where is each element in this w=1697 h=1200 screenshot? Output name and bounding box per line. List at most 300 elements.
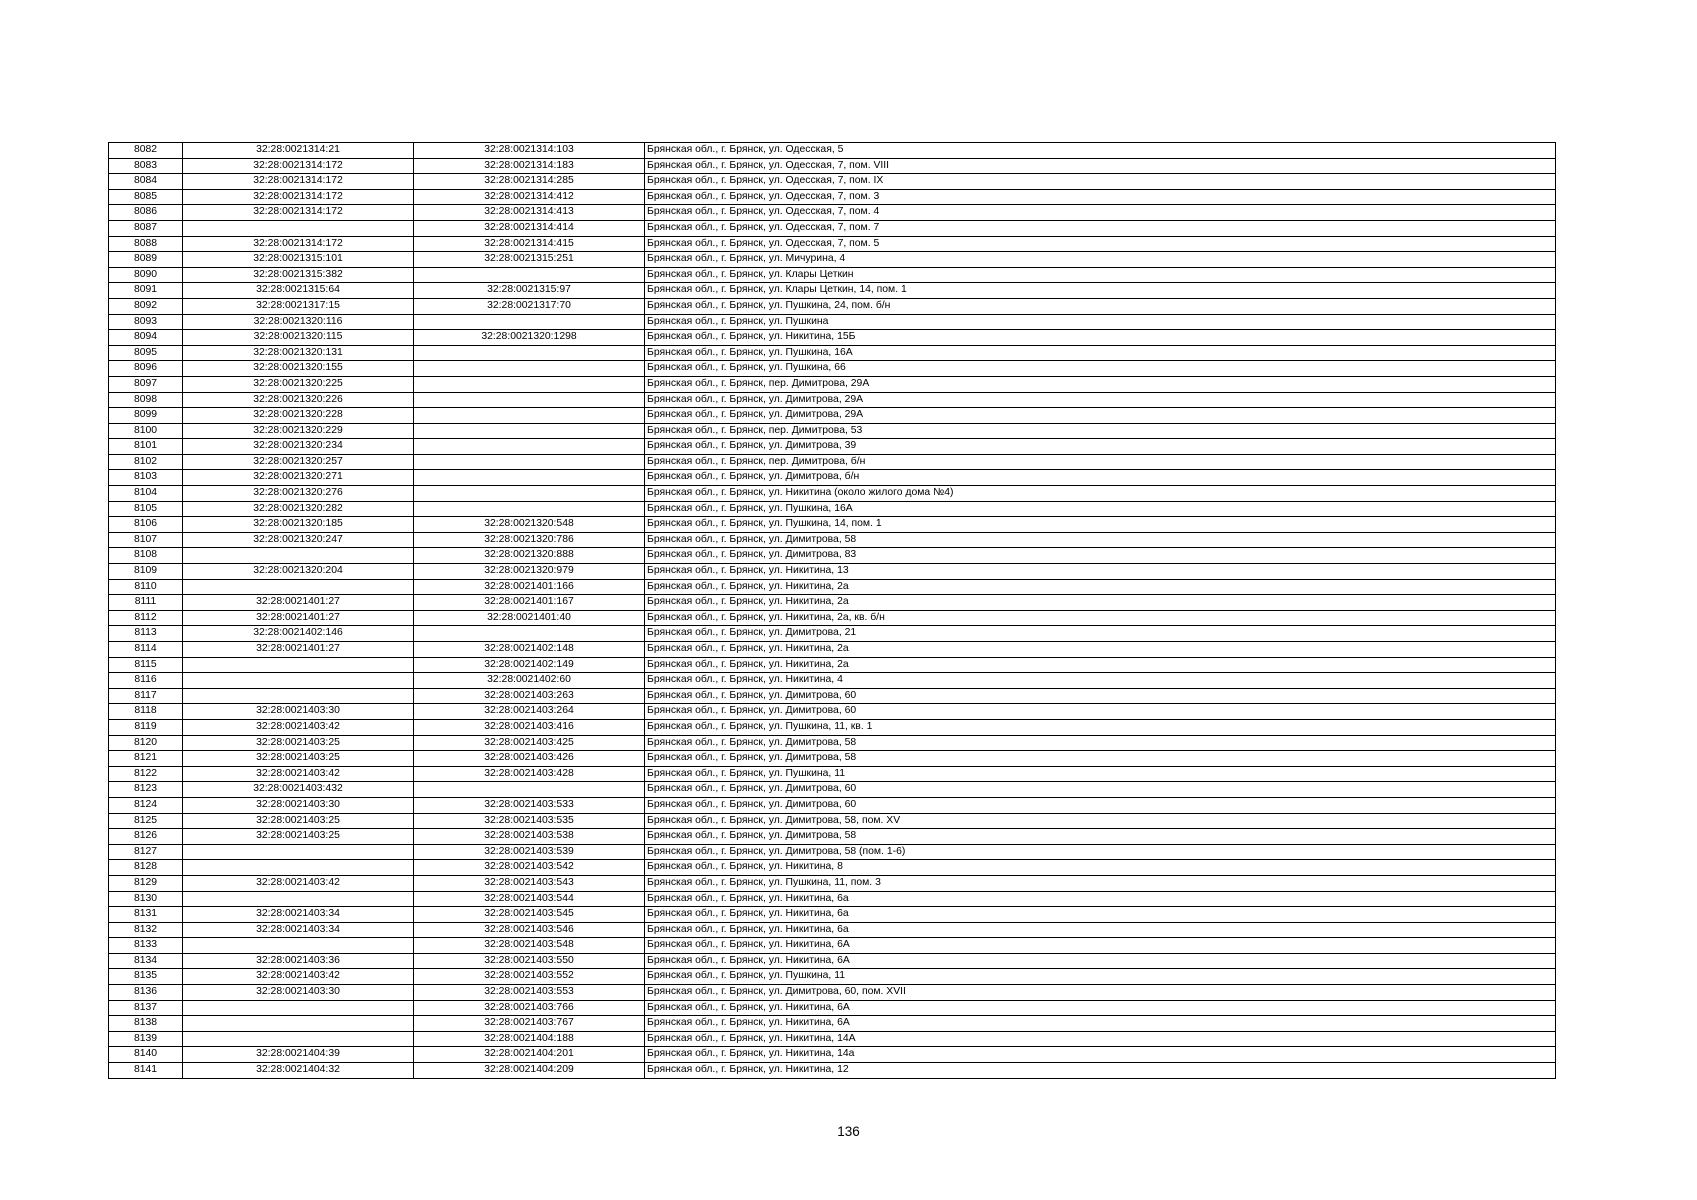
row-number-cell: 8096 bbox=[109, 361, 183, 377]
object-cadastral-number-cell: 32:28:0021314:183 bbox=[414, 158, 645, 174]
row-number-cell: 8084 bbox=[109, 174, 183, 190]
table-row bbox=[109, 891, 1556, 907]
row-number-cell: 8141 bbox=[109, 1063, 183, 1079]
object-cadastral-number-cell: 32:28:0021403:538 bbox=[414, 829, 645, 845]
parcel-cadastral-number-cell: 32:28:0021320:276 bbox=[183, 486, 414, 502]
parcel-cadastral-number-cell: 32:28:0021403:34 bbox=[183, 922, 414, 938]
row-number-cell: 8090 bbox=[109, 267, 183, 283]
object-cadastral-number-cell: 32:28:0021403:416 bbox=[414, 719, 645, 735]
parcel-cadastral-number-cell bbox=[183, 860, 414, 876]
table-row bbox=[109, 189, 1556, 205]
parcel-cadastral-number-cell: 32:28:0021320:116 bbox=[183, 314, 414, 330]
row-number-cell: 8117 bbox=[109, 688, 183, 704]
address-cell: Брянская обл., г. Брянск, ул. Димитрова, 83 bbox=[645, 548, 1556, 564]
object-cadastral-number-cell: 32:28:0021401:166 bbox=[414, 579, 645, 595]
row-number-cell: 8110 bbox=[109, 579, 183, 595]
parcel-cadastral-number-cell: 32:28:0021315:101 bbox=[183, 252, 414, 268]
registry-table bbox=[108, 142, 1556, 1079]
object-cadastral-number-cell bbox=[414, 454, 645, 470]
table-row bbox=[109, 486, 1556, 502]
address-cell: Брянская обл., г. Брянск, ул. Никитина, 13 bbox=[645, 564, 1556, 580]
parcel-cadastral-number-cell: 32:28:0021320:115 bbox=[183, 330, 414, 346]
object-cadastral-number-cell: 32:28:0021401:40 bbox=[414, 610, 645, 626]
parcel-cadastral-number-cell bbox=[183, 220, 414, 236]
address-cell: Брянская обл., г. Брянск, ул. Димитрова, 58 (пом. 1-6) bbox=[645, 844, 1556, 860]
object-cadastral-number-cell: 32:28:0021314:103 bbox=[414, 143, 645, 159]
table-row bbox=[109, 860, 1556, 876]
table-row bbox=[109, 813, 1556, 829]
table-row bbox=[109, 595, 1556, 611]
parcel-cadastral-number-cell: 32:28:0021403:30 bbox=[183, 797, 414, 813]
row-number-cell: 8083 bbox=[109, 158, 183, 174]
object-cadastral-number-cell: 32:28:0021403:264 bbox=[414, 704, 645, 720]
object-cadastral-number-cell bbox=[414, 423, 645, 439]
row-number-cell: 8138 bbox=[109, 1016, 183, 1032]
parcel-cadastral-number-cell: 32:28:0021314:21 bbox=[183, 143, 414, 159]
parcel-cadastral-number-cell: 32:28:0021403:42 bbox=[183, 969, 414, 985]
address-cell: Брянская обл., г. Брянск, ул. Пушкина, 11 bbox=[645, 969, 1556, 985]
table-row bbox=[109, 688, 1556, 704]
object-cadastral-number-cell: 32:28:0021403:535 bbox=[414, 813, 645, 829]
object-cadastral-number-cell: 32:28:0021404:188 bbox=[414, 1031, 645, 1047]
row-number-cell: 8082 bbox=[109, 143, 183, 159]
table-row bbox=[109, 470, 1556, 486]
object-cadastral-number-cell: 32:28:0021314:415 bbox=[414, 236, 645, 252]
address-cell: Брянская обл., г. Брянск, ул. Димитрова, 60 bbox=[645, 797, 1556, 813]
row-number-cell: 8108 bbox=[109, 548, 183, 564]
registry-table-body bbox=[109, 143, 1556, 1079]
parcel-cadastral-number-cell: 32:28:0021402:146 bbox=[183, 626, 414, 642]
table-row bbox=[109, 938, 1556, 954]
table-row bbox=[109, 548, 1556, 564]
parcel-cadastral-number-cell: 32:28:0021320:282 bbox=[183, 501, 414, 517]
table-row bbox=[109, 564, 1556, 580]
address-cell: Брянская обл., г. Брянск, ул. Пушкина, 14, пом. 1 bbox=[645, 517, 1556, 533]
object-cadastral-number-cell: 32:28:0021317:70 bbox=[414, 298, 645, 314]
parcel-cadastral-number-cell bbox=[183, 938, 414, 954]
object-cadastral-number-cell: 32:28:0021403:550 bbox=[414, 953, 645, 969]
object-cadastral-number-cell: 32:28:0021314:414 bbox=[414, 220, 645, 236]
table-row bbox=[109, 252, 1556, 268]
object-cadastral-number-cell: 32:28:0021403:766 bbox=[414, 1000, 645, 1016]
parcel-cadastral-number-cell bbox=[183, 673, 414, 689]
row-number-cell: 8094 bbox=[109, 330, 183, 346]
parcel-cadastral-number-cell: 32:28:0021403:34 bbox=[183, 907, 414, 923]
address-cell: Брянская обл., г. Брянск, ул. Пушкина bbox=[645, 314, 1556, 330]
parcel-cadastral-number-cell bbox=[183, 1016, 414, 1032]
address-cell: Брянская обл., г. Брянск, ул. Никитина, 2а bbox=[645, 657, 1556, 673]
parcel-cadastral-number-cell: 32:28:0021320:155 bbox=[183, 361, 414, 377]
table-row bbox=[109, 610, 1556, 626]
parcel-cadastral-number-cell: 32:28:0021314:172 bbox=[183, 189, 414, 205]
row-number-cell: 8137 bbox=[109, 1000, 183, 1016]
parcel-cadastral-number-cell: 32:28:0021314:172 bbox=[183, 236, 414, 252]
address-cell: Брянская обл., г. Брянск, ул. Димитрова, 29А bbox=[645, 392, 1556, 408]
row-number-cell: 8095 bbox=[109, 345, 183, 361]
address-cell: Брянская обл., г. Брянск, ул. Димитрова, 21 bbox=[645, 626, 1556, 642]
address-cell: Брянская обл., г. Брянск, ул. Пушкина, 11, кв. 1 bbox=[645, 719, 1556, 735]
row-number-cell: 8134 bbox=[109, 953, 183, 969]
address-cell: Брянская обл., г. Брянск, ул. Димитрова, 29А bbox=[645, 408, 1556, 424]
table-row bbox=[109, 517, 1556, 533]
table-row bbox=[109, 1047, 1556, 1063]
object-cadastral-number-cell bbox=[414, 626, 645, 642]
address-cell: Брянская обл., г. Брянск, ул. Димитрова, 58 bbox=[645, 735, 1556, 751]
object-cadastral-number-cell: 32:28:0021403:263 bbox=[414, 688, 645, 704]
address-cell: Брянская обл., г. Брянск, ул. Пушкина, 16А bbox=[645, 501, 1556, 517]
row-number-cell: 8106 bbox=[109, 517, 183, 533]
row-number-cell: 8136 bbox=[109, 985, 183, 1001]
object-cadastral-number-cell bbox=[414, 345, 645, 361]
row-number-cell: 8133 bbox=[109, 938, 183, 954]
object-cadastral-number-cell: 32:28:0021403:548 bbox=[414, 938, 645, 954]
address-cell: Брянская обл., г. Брянск, ул. Клары Цеткин, 14, пом. 1 bbox=[645, 283, 1556, 299]
parcel-cadastral-number-cell bbox=[183, 657, 414, 673]
parcel-cadastral-number-cell: 32:28:0021315:382 bbox=[183, 267, 414, 283]
address-cell: Брянская обл., г. Брянск, ул. Пушкина, 16А bbox=[645, 345, 1556, 361]
address-cell: Брянская обл., г. Брянск, ул. Никитина, 4 bbox=[645, 673, 1556, 689]
table-row bbox=[109, 158, 1556, 174]
row-number-cell: 8119 bbox=[109, 719, 183, 735]
table-row bbox=[109, 673, 1556, 689]
parcel-cadastral-number-cell: 32:28:0021403:42 bbox=[183, 875, 414, 891]
table-row bbox=[109, 1000, 1556, 1016]
table-row bbox=[109, 922, 1556, 938]
object-cadastral-number-cell: 32:28:0021403:542 bbox=[414, 860, 645, 876]
table-row bbox=[109, 829, 1556, 845]
object-cadastral-number-cell: 32:28:0021314:413 bbox=[414, 205, 645, 221]
address-cell: Брянская обл., г. Брянск, ул. Одесская, 7, пом. 4 bbox=[645, 205, 1556, 221]
address-cell: Брянская обл., г. Брянск, пер. Димитрова, б/н bbox=[645, 454, 1556, 470]
row-number-cell: 8123 bbox=[109, 782, 183, 798]
address-cell: Брянская обл., г. Брянск, ул. Никитина, 14а bbox=[645, 1047, 1556, 1063]
table-row bbox=[109, 283, 1556, 299]
table-row bbox=[109, 376, 1556, 392]
object-cadastral-number-cell: 32:28:0021320:548 bbox=[414, 517, 645, 533]
parcel-cadastral-number-cell: 32:28:0021403:42 bbox=[183, 766, 414, 782]
table-row bbox=[109, 642, 1556, 658]
object-cadastral-number-cell bbox=[414, 361, 645, 377]
row-number-cell: 8113 bbox=[109, 626, 183, 642]
parcel-cadastral-number-cell: 32:28:0021314:172 bbox=[183, 174, 414, 190]
object-cadastral-number-cell: 32:28:0021314:412 bbox=[414, 189, 645, 205]
address-cell: Брянская обл., г. Брянск, ул. Одесская, 7, пом. 3 bbox=[645, 189, 1556, 205]
address-cell: Брянская обл., г. Брянск, ул. Одесская, 7, пом. 7 bbox=[645, 220, 1556, 236]
address-cell: Брянская обл., г. Брянск, ул. Никитина, 8 bbox=[645, 860, 1556, 876]
parcel-cadastral-number-cell: 32:28:0021403:25 bbox=[183, 751, 414, 767]
table-row bbox=[109, 579, 1556, 595]
parcel-cadastral-number-cell: 32:28:0021320:234 bbox=[183, 439, 414, 455]
row-number-cell: 8118 bbox=[109, 704, 183, 720]
table-row bbox=[109, 953, 1556, 969]
object-cadastral-number-cell: 32:28:0021401:167 bbox=[414, 595, 645, 611]
object-cadastral-number-cell: 32:28:0021320:786 bbox=[414, 532, 645, 548]
address-cell: Брянская обл., г. Брянск, ул. Димитрова, 58 bbox=[645, 532, 1556, 548]
row-number-cell: 8085 bbox=[109, 189, 183, 205]
table-row bbox=[109, 985, 1556, 1001]
parcel-cadastral-number-cell: 32:28:0021401:27 bbox=[183, 610, 414, 626]
object-cadastral-number-cell: 32:28:0021403:553 bbox=[414, 985, 645, 1001]
parcel-cadastral-number-cell: 32:28:0021403:25 bbox=[183, 813, 414, 829]
parcel-cadastral-number-cell: 32:28:0021320:204 bbox=[183, 564, 414, 580]
table-row bbox=[109, 174, 1556, 190]
row-number-cell: 8101 bbox=[109, 439, 183, 455]
parcel-cadastral-number-cell: 32:28:0021403:432 bbox=[183, 782, 414, 798]
row-number-cell: 8111 bbox=[109, 595, 183, 611]
table-row bbox=[109, 751, 1556, 767]
table-row bbox=[109, 844, 1556, 860]
row-number-cell: 8130 bbox=[109, 891, 183, 907]
row-number-cell: 8105 bbox=[109, 501, 183, 517]
row-number-cell: 8124 bbox=[109, 797, 183, 813]
address-cell: Брянская обл., г. Брянск, ул. Никитина, 2а bbox=[645, 642, 1556, 658]
parcel-cadastral-number-cell: 32:28:0021401:27 bbox=[183, 642, 414, 658]
address-cell: Брянская обл., г. Брянск, пер. Димитрова, 29А bbox=[645, 376, 1556, 392]
row-number-cell: 8129 bbox=[109, 875, 183, 891]
address-cell: Брянская обл., г. Брянск, ул. Димитрова, 58 bbox=[645, 829, 1556, 845]
row-number-cell: 8092 bbox=[109, 298, 183, 314]
object-cadastral-number-cell bbox=[414, 408, 645, 424]
address-cell: Брянская обл., г. Брянск, ул. Мичурина, 4 bbox=[645, 252, 1556, 268]
row-number-cell: 8114 bbox=[109, 642, 183, 658]
parcel-cadastral-number-cell: 32:28:0021403:30 bbox=[183, 985, 414, 1001]
address-cell: Брянская обл., г. Брянск, ул. Никитина, 6а bbox=[645, 891, 1556, 907]
table-row bbox=[109, 719, 1556, 735]
address-cell: Брянская обл., г. Брянск, ул. Пушкина, 24, пом. б/н bbox=[645, 298, 1556, 314]
parcel-cadastral-number-cell bbox=[183, 1000, 414, 1016]
parcel-cadastral-number-cell: 32:28:0021403:30 bbox=[183, 704, 414, 720]
address-cell: Брянская обл., г. Брянск, ул. Никитина, 6А bbox=[645, 953, 1556, 969]
row-number-cell: 8104 bbox=[109, 486, 183, 502]
object-cadastral-number-cell: 32:28:0021320:888 bbox=[414, 548, 645, 564]
parcel-cadastral-number-cell: 32:28:0021314:172 bbox=[183, 205, 414, 221]
parcel-cadastral-number-cell: 32:28:0021320:185 bbox=[183, 517, 414, 533]
parcel-cadastral-number-cell: 32:28:0021314:172 bbox=[183, 158, 414, 174]
parcel-cadastral-number-cell: 32:28:0021320:228 bbox=[183, 408, 414, 424]
row-number-cell: 8125 bbox=[109, 813, 183, 829]
object-cadastral-number-cell: 32:28:0021403:426 bbox=[414, 751, 645, 767]
object-cadastral-number-cell: 32:28:0021404:201 bbox=[414, 1047, 645, 1063]
row-number-cell: 8091 bbox=[109, 283, 183, 299]
parcel-cadastral-number-cell bbox=[183, 891, 414, 907]
table-row bbox=[109, 766, 1556, 782]
table-row bbox=[109, 220, 1556, 236]
table-row bbox=[109, 236, 1556, 252]
object-cadastral-number-cell bbox=[414, 486, 645, 502]
address-cell: Брянская обл., г. Брянск, ул. Никитина, 6а bbox=[645, 922, 1556, 938]
table-row bbox=[109, 330, 1556, 346]
address-cell: Брянская обл., г. Брянск, ул. Димитрова, 60 bbox=[645, 704, 1556, 720]
row-number-cell: 8132 bbox=[109, 922, 183, 938]
address-cell: Брянская обл., г. Брянск, ул. Димитрова, 60 bbox=[645, 782, 1556, 798]
parcel-cadastral-number-cell bbox=[183, 844, 414, 860]
parcel-cadastral-number-cell: 32:28:0021320:226 bbox=[183, 392, 414, 408]
object-cadastral-number-cell bbox=[414, 501, 645, 517]
row-number-cell: 8103 bbox=[109, 470, 183, 486]
row-number-cell: 8097 bbox=[109, 376, 183, 392]
address-cell: Брянская обл., г. Брянск, ул. Одесская, 7, пом. IX bbox=[645, 174, 1556, 190]
object-cadastral-number-cell bbox=[414, 314, 645, 330]
parcel-cadastral-number-cell: 32:28:0021320:225 bbox=[183, 376, 414, 392]
address-cell: Брянская обл., г. Брянск, ул. Одесская, 7, пом. 5 bbox=[645, 236, 1556, 252]
page-number: 136 bbox=[837, 1124, 860, 1139]
parcel-cadastral-number-cell bbox=[183, 688, 414, 704]
row-number-cell: 8098 bbox=[109, 392, 183, 408]
table-row bbox=[109, 423, 1556, 439]
object-cadastral-number-cell: 32:28:0021403:533 bbox=[414, 797, 645, 813]
table-row bbox=[109, 657, 1556, 673]
parcel-cadastral-number-cell: 32:28:0021320:131 bbox=[183, 345, 414, 361]
address-cell: Брянская обл., г. Брянск, ул. Димитрова, 60 bbox=[645, 688, 1556, 704]
parcel-cadastral-number-cell bbox=[183, 579, 414, 595]
address-cell: Брянская обл., г. Брянск, ул. Никитина, 6А bbox=[645, 1016, 1556, 1032]
address-cell: Брянская обл., г. Брянск, ул. Димитрова, 60, пом. XVII bbox=[645, 985, 1556, 1001]
object-cadastral-number-cell: 32:28:0021314:285 bbox=[414, 174, 645, 190]
object-cadastral-number-cell: 32:28:0021403:552 bbox=[414, 969, 645, 985]
object-cadastral-number-cell bbox=[414, 267, 645, 283]
parcel-cadastral-number-cell: 32:28:0021320:247 bbox=[183, 532, 414, 548]
row-number-cell: 8086 bbox=[109, 205, 183, 221]
parcel-cadastral-number-cell: 32:28:0021401:27 bbox=[183, 595, 414, 611]
address-cell: Брянская обл., г. Брянск, ул. Одесская, 5 bbox=[645, 143, 1556, 159]
row-number-cell: 8088 bbox=[109, 236, 183, 252]
address-cell: Брянская обл., г. Брянск, пер. Димитрова, 53 bbox=[645, 423, 1556, 439]
parcel-cadastral-number-cell: 32:28:0021403:25 bbox=[183, 735, 414, 751]
address-cell: Брянская обл., г. Брянск, ул. Димитрова, б/н bbox=[645, 470, 1556, 486]
table-row bbox=[109, 345, 1556, 361]
table-row bbox=[109, 361, 1556, 377]
table-row bbox=[109, 501, 1556, 517]
address-cell: Брянская обл., г. Брянск, ул. Никитина, 2а bbox=[645, 595, 1556, 611]
table-row bbox=[109, 704, 1556, 720]
object-cadastral-number-cell: 32:28:0021403:428 bbox=[414, 766, 645, 782]
row-number-cell: 8120 bbox=[109, 735, 183, 751]
object-cadastral-number-cell: 32:28:0021404:209 bbox=[414, 1063, 645, 1079]
object-cadastral-number-cell: 32:28:0021315:97 bbox=[414, 283, 645, 299]
object-cadastral-number-cell: 32:28:0021403:544 bbox=[414, 891, 645, 907]
parcel-cadastral-number-cell: 32:28:0021404:32 bbox=[183, 1063, 414, 1079]
address-cell: Брянская обл., г. Брянск, ул. Клары Цеткин bbox=[645, 267, 1556, 283]
address-cell: Брянская обл., г. Брянск, ул. Пушкина, 11 bbox=[645, 766, 1556, 782]
object-cadastral-number-cell bbox=[414, 439, 645, 455]
object-cadastral-number-cell: 32:28:0021403:543 bbox=[414, 875, 645, 891]
row-number-cell: 8087 bbox=[109, 220, 183, 236]
row-number-cell: 8122 bbox=[109, 766, 183, 782]
address-cell: Брянская обл., г. Брянск, ул. Димитрова, 39 bbox=[645, 439, 1556, 455]
address-cell: Брянская обл., г. Брянск, ул. Одесская, 7, пом. VIII bbox=[645, 158, 1556, 174]
object-cadastral-number-cell: 32:28:0021320:979 bbox=[414, 564, 645, 580]
table-row bbox=[109, 408, 1556, 424]
table-row bbox=[109, 1031, 1556, 1047]
object-cadastral-number-cell: 32:28:0021402:149 bbox=[414, 657, 645, 673]
parcel-cadastral-number-cell: 32:28:0021315:64 bbox=[183, 283, 414, 299]
parcel-cadastral-number-cell: 32:28:0021320:257 bbox=[183, 454, 414, 470]
table-row bbox=[109, 1016, 1556, 1032]
address-cell: Брянская обл., г. Брянск, ул. Никитина, 14А bbox=[645, 1031, 1556, 1047]
row-number-cell: 8112 bbox=[109, 610, 183, 626]
object-cadastral-number-cell bbox=[414, 376, 645, 392]
parcel-cadastral-number-cell bbox=[183, 1031, 414, 1047]
parcel-cadastral-number-cell: 32:28:0021403:42 bbox=[183, 719, 414, 735]
row-number-cell: 8128 bbox=[109, 860, 183, 876]
table-row bbox=[109, 454, 1556, 470]
address-cell: Брянская обл., г. Брянск, ул. Никитина, 15Б bbox=[645, 330, 1556, 346]
table-row bbox=[109, 143, 1556, 159]
parcel-cadastral-number-cell: 32:28:0021403:25 bbox=[183, 829, 414, 845]
row-number-cell: 8135 bbox=[109, 969, 183, 985]
object-cadastral-number-cell bbox=[414, 392, 645, 408]
parcel-cadastral-number-cell bbox=[183, 548, 414, 564]
row-number-cell: 8107 bbox=[109, 532, 183, 548]
object-cadastral-number-cell: 32:28:0021315:251 bbox=[414, 252, 645, 268]
address-cell: Брянская обл., г. Брянск, ул. Димитрова, 58, пом. XV bbox=[645, 813, 1556, 829]
row-number-cell: 8126 bbox=[109, 829, 183, 845]
row-number-cell: 8121 bbox=[109, 751, 183, 767]
row-number-cell: 8099 bbox=[109, 408, 183, 424]
object-cadastral-number-cell: 32:28:0021402:148 bbox=[414, 642, 645, 658]
parcel-cadastral-number-cell: 32:28:0021404:39 bbox=[183, 1047, 414, 1063]
address-cell: Брянская обл., г. Брянск, ул. Никитина, 6А bbox=[645, 1000, 1556, 1016]
object-cadastral-number-cell: 32:28:0021403:539 bbox=[414, 844, 645, 860]
table-row bbox=[109, 875, 1556, 891]
table-row bbox=[109, 782, 1556, 798]
object-cadastral-number-cell: 32:28:0021403:545 bbox=[414, 907, 645, 923]
row-number-cell: 8127 bbox=[109, 844, 183, 860]
address-cell: Брянская обл., г. Брянск, ул. Никитина, 2а bbox=[645, 579, 1556, 595]
object-cadastral-number-cell: 32:28:0021402:60 bbox=[414, 673, 645, 689]
row-number-cell: 8131 bbox=[109, 907, 183, 923]
row-number-cell: 8093 bbox=[109, 314, 183, 330]
address-cell: Брянская обл., г. Брянск, ул. Никитина, 6а bbox=[645, 907, 1556, 923]
parcel-cadastral-number-cell: 32:28:0021320:271 bbox=[183, 470, 414, 486]
object-cadastral-number-cell: 32:28:0021403:767 bbox=[414, 1016, 645, 1032]
parcel-cadastral-number-cell: 32:28:0021320:229 bbox=[183, 423, 414, 439]
table-row bbox=[109, 907, 1556, 923]
table-row bbox=[109, 298, 1556, 314]
table-row bbox=[109, 532, 1556, 548]
address-cell: Брянская обл., г. Брянск, ул. Пушкина, 11, пом. 3 bbox=[645, 875, 1556, 891]
object-cadastral-number-cell: 32:28:0021403:546 bbox=[414, 922, 645, 938]
row-number-cell: 8115 bbox=[109, 657, 183, 673]
object-cadastral-number-cell: 32:28:0021403:425 bbox=[414, 735, 645, 751]
address-cell: Брянская обл., г. Брянск, ул. Никитина (около жилого дома №4) bbox=[645, 486, 1556, 502]
row-number-cell: 8102 bbox=[109, 454, 183, 470]
table-row bbox=[109, 797, 1556, 813]
address-cell: Брянская обл., г. Брянск, ул. Никитина, 12 bbox=[645, 1063, 1556, 1079]
row-number-cell: 8100 bbox=[109, 423, 183, 439]
table-row bbox=[109, 314, 1556, 330]
table-row bbox=[109, 205, 1556, 221]
table-row bbox=[109, 392, 1556, 408]
row-number-cell: 8109 bbox=[109, 564, 183, 580]
address-cell: Брянская обл., г. Брянск, ул. Димитрова, 58 bbox=[645, 751, 1556, 767]
row-number-cell: 8140 bbox=[109, 1047, 183, 1063]
table-row bbox=[109, 267, 1556, 283]
table-row bbox=[109, 626, 1556, 642]
object-cadastral-number-cell bbox=[414, 782, 645, 798]
parcel-cadastral-number-cell: 32:28:0021403:36 bbox=[183, 953, 414, 969]
row-number-cell: 8116 bbox=[109, 673, 183, 689]
table-row bbox=[109, 439, 1556, 455]
table-row bbox=[109, 1063, 1556, 1079]
table-row bbox=[109, 735, 1556, 751]
object-cadastral-number-cell: 32:28:0021320:1298 bbox=[414, 330, 645, 346]
address-cell: Брянская обл., г. Брянск, ул. Никитина, 2а, кв. б/н bbox=[645, 610, 1556, 626]
row-number-cell: 8089 bbox=[109, 252, 183, 268]
address-cell: Брянская обл., г. Брянск, ул. Никитина, 6А bbox=[645, 938, 1556, 954]
row-number-cell: 8139 bbox=[109, 1031, 183, 1047]
object-cadastral-number-cell bbox=[414, 470, 645, 486]
